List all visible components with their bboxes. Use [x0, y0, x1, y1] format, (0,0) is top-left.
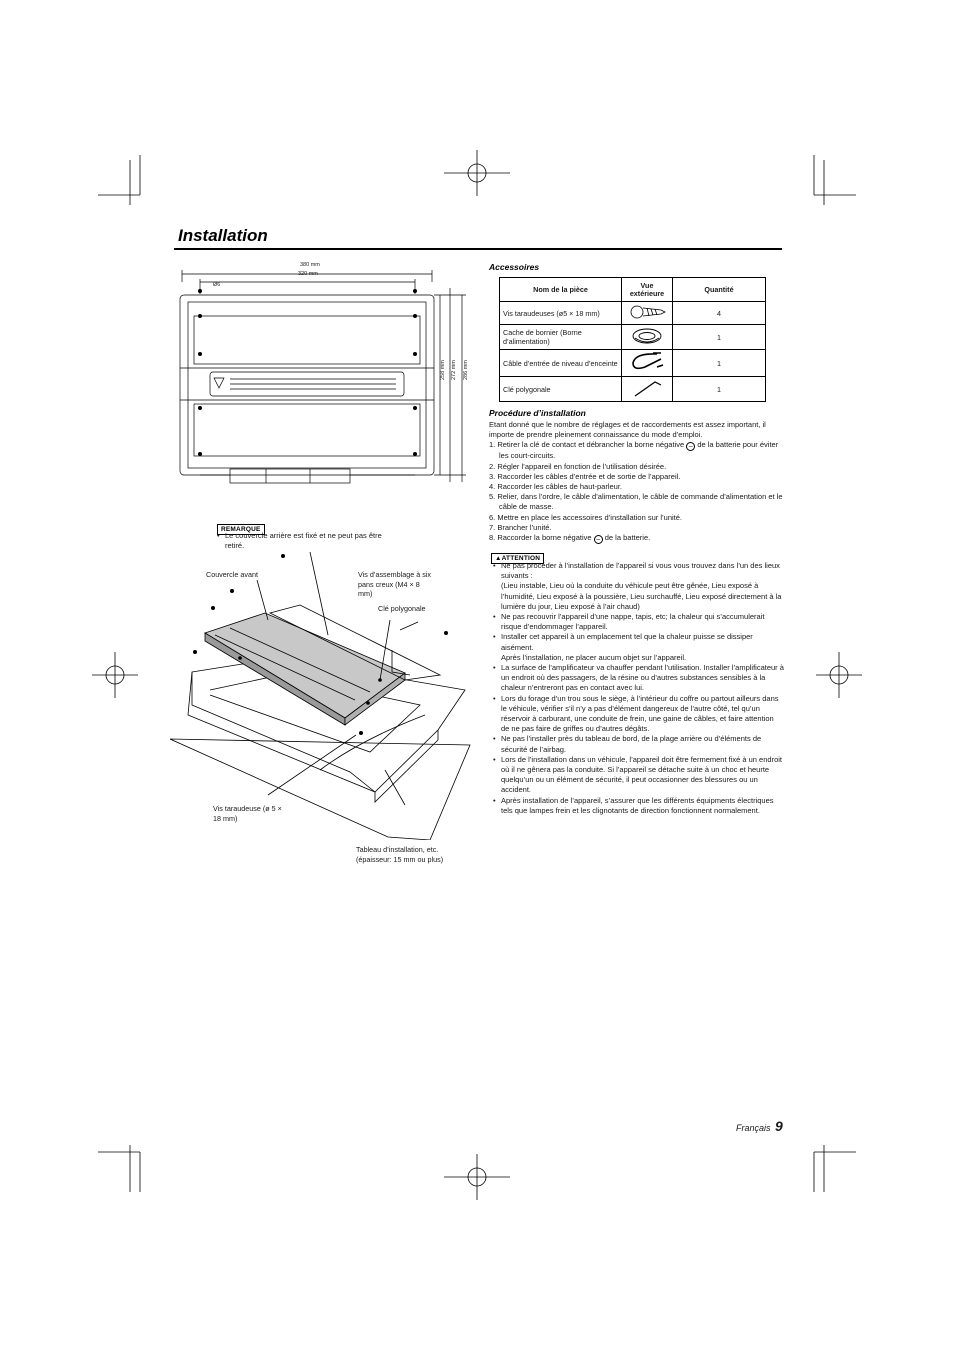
attention-item: • Installer cet appareil à un emplacement tel que la chaleur puisse se dissiper aisément. Après l’installation, ne placer aucum objet sur l’appareil.	[493, 632, 753, 662]
header-view: Vue extérieure	[622, 278, 673, 302]
attention-item: • Après installation de l’appareil, s’assurer que les différents équipments électriques tels que lampes frein et les clignotants de direction fonctionnent normalement.	[493, 795, 774, 815]
label-hex-screws: Vis d’assemblage à six pans creux (M4 × 8 mm)	[358, 570, 431, 598]
terminal-cover-icon	[629, 327, 665, 345]
attention-item: • La surface de l’amplificateur va chauffer pendant l’utilisation. Installer l’amplificateur à un endroit où des passagers, de la résine ou d’autres substances sensibles à la chaleur n’entreront pas en contact avec lui.	[493, 663, 784, 693]
page-number: 9	[774, 1118, 783, 1134]
attention-item: • Lors de l’installation dans un véhicule, l’appareil doit être fermement fixé à un endroit où il ne gênera pas la conduite. Si l’appareil se détache suite à un choc et heurte quelqu’un ou un élément de sécurité, il peut occasionner des blessures ou un accident.	[493, 754, 782, 795]
dimension-h2: 272 mm	[451, 360, 457, 380]
remark-badge: REMARQUE	[217, 524, 265, 535]
step-1: 1. Retirer la clé de contact et débrancher la borne négative – de la batterie pour éviter les court-circuits.	[489, 440, 779, 461]
warning-icon: ▲	[495, 555, 502, 562]
cable-icon	[627, 351, 667, 373]
dimension-h3: 286 mm	[463, 360, 469, 380]
step-3: 3. Raccorder les câbles d’entrée et de sortie de l’appareil.	[489, 471, 681, 481]
remark-text: • Le couvercle arrière est fixé et ne peut pas être retiré.	[217, 531, 382, 551]
procedure-intro: Etant donné que le nombre de réglages et de raccordements est assez important, il importe de prendre pleinement connaissance du mode d’emploi.	[489, 420, 766, 440]
dimension-width-mount: 320 mm	[298, 271, 318, 277]
screw-icon	[627, 304, 667, 320]
page-title: Installation	[178, 226, 268, 245]
dimension-hole: Ø6	[213, 282, 221, 288]
step-7: 7. Brancher l’unité.	[489, 522, 552, 532]
installation-diagram	[170, 540, 480, 840]
step-5: 5. Relier, dans l’ordre, le câble d’alimentation, le câble de commande d’alimentation et le câble de masse.	[489, 492, 783, 512]
table-row: Câble d’entrée de niveau d’enceinte 1	[500, 350, 766, 377]
accessories-table	[499, 277, 766, 402]
label-front-cover: Couvercle avant	[206, 570, 258, 579]
procedure-heading: Procédure d’installation	[489, 408, 586, 418]
label-board: Tableau d’installation, etc. (épaisseur: 15 mm ou plus)	[356, 845, 444, 864]
title-rule	[174, 248, 782, 250]
amplifier-dimension-diagram	[170, 258, 480, 498]
step-6: 6. Mettre en place les accessoires d’installation sur l’unité.	[489, 512, 683, 522]
table-row: Cache de bornier (Borne d’alimentation) 1	[500, 325, 766, 350]
attention-item: • Ne pas procéder à l’installation de l’appareil si vous vous trouvez dans l’un des lieux suivants : (Lieu instable, Lieu où la conduite du véhicule peut être gênée, Lieu exposé à l’humidité, Lieu exposé à la poussière, Lieu surchauffé, Lieu exposé directement à la lumière du jour, Lieu exposé à l’air chaud)	[493, 561, 782, 611]
attention-list	[491, 561, 784, 816]
procedure-steps	[489, 440, 784, 544]
attention-badge: ▲ATTENTION	[491, 553, 544, 564]
label-hex-key: Clé polygonale	[378, 604, 426, 613]
minus-icon: –	[686, 442, 695, 451]
accessories-heading: Accessoires	[489, 262, 540, 272]
minus-icon: –	[594, 535, 603, 544]
procedure-block	[489, 420, 784, 544]
dimension-width-total: 380 mm	[300, 262, 320, 268]
hex-key-icon	[629, 378, 665, 398]
attention-item: • Ne pas l’installer près du tableau de bord, de la plage arrière ou d’éléments de sécurité de l’airbag.	[493, 734, 762, 754]
label-tapping-screw: Vis taraudeuse (ø 5 × 18 mm)	[213, 804, 282, 823]
header-qty: Quantité	[673, 278, 766, 302]
dimension-h1: 258 mm	[440, 360, 446, 380]
page-footer	[736, 1118, 783, 1136]
step-8: 8. Raccorder la borne négative – de la batterie.	[489, 533, 651, 544]
attention-item: • Ne pas recouvrir l’appareil d’une nappe, tapis, etc; la chaleur qui s’accumulerait risque d’endommager l’appareil.	[493, 612, 765, 632]
table-header-row	[500, 278, 766, 302]
header-name: Nom de la pièce	[500, 278, 622, 302]
step-4: 4. Raccorder les câbles de haut-parleur.	[489, 482, 622, 492]
attention-item: • Lors du forage d’un trou sous le siège, à l’intérieur du coffre ou partout ailleurs dans le véhicule, vérifier s’il n’y a pas d’élément dangereux de l’autre côté, tel qu’un réservoir à carburant, une conduite de frein, une gaine de câbles, et faire attention de ne pas faire de griffes ou d’autres dégâts.	[493, 693, 779, 734]
table-row: Vis taraudeuses (ø5 × 18 mm) 4	[500, 302, 766, 325]
step-2: 2. Régler l’appareil en fonction de l’utilisation désirée.	[489, 461, 667, 471]
table-row: Clé polygonale 1	[500, 377, 766, 402]
footer-language: Français	[736, 1123, 771, 1133]
